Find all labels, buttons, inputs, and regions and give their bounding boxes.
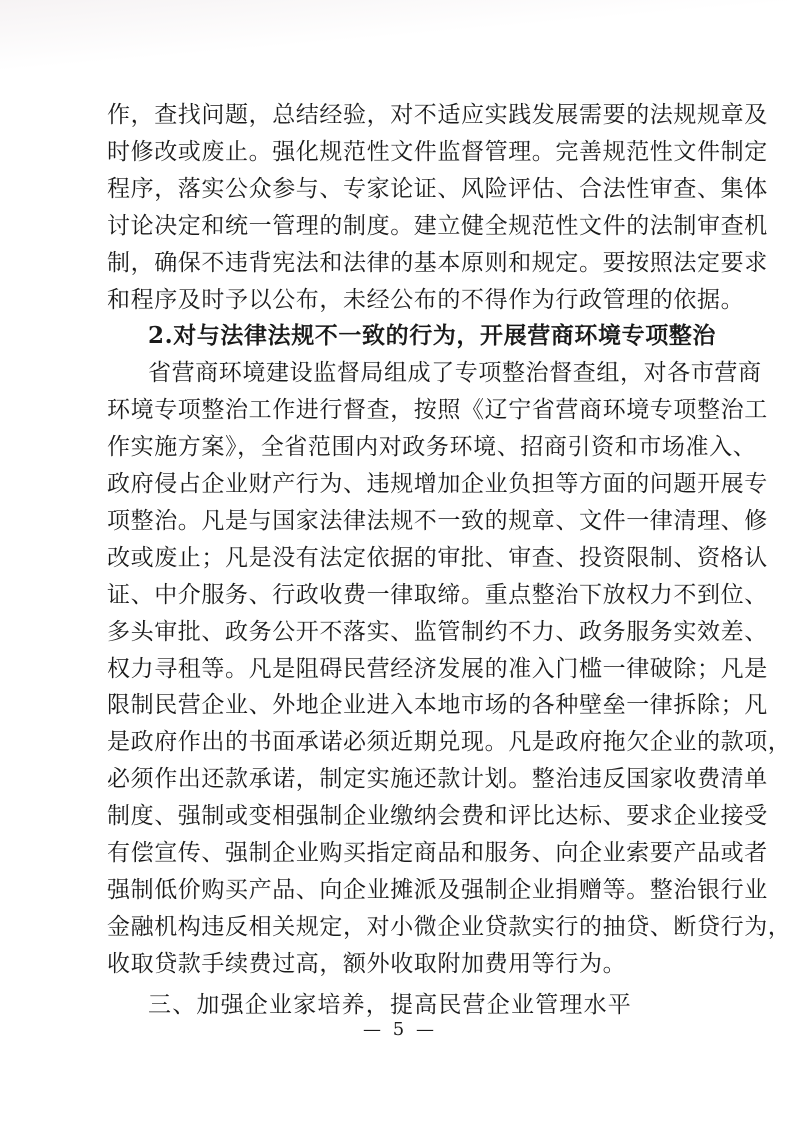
section-heading: 三、加强企业家培养，提高民营企业管理水平	[148, 991, 632, 1018]
text-line: 环境专项整治工作进行督查，按照《辽宁省营商环境专项整治工	[107, 397, 768, 424]
page-number: — 5 —	[363, 1019, 437, 1040]
text-line: 政府侵占企业财产行为、违规增加企业负担等方面的问题开展专	[107, 471, 768, 497]
subsection-heading: 2.对与法律法规不一致的行为，开展营商环境专项整治	[148, 322, 717, 350]
text-line: 证、中介服务、行政收费一律取缔。重点整治下放权力不到位、	[107, 581, 768, 608]
text-line: 时修改或废止。强化规范性文件监督管理。完善规范性文件制定	[107, 138, 768, 165]
text-line: 必须作出还款承诺，制定实施还款计划。整治违反国家收费清单	[107, 766, 768, 793]
text-line: 金融机构违反相关规定，对小微企业贷款实行的抽贷、断贷行为，	[107, 913, 792, 940]
text-line: 权力寻租等。凡是阻碍民营经济发展的准入门槛一律破除；凡是	[107, 655, 768, 682]
text-line: 改或废止；凡是没有法定依据的审批、审查、投资限制、资格认	[107, 544, 768, 571]
text-line: 限制民营企业、外地企业进入本地市场的各种壁垒一律拆除；凡	[107, 692, 768, 719]
text-line: 讨论决定和统一管理的制度。建立健全规范性文件的法制审查机	[107, 212, 768, 239]
text-line: 是政府作出的书面承诺必须近期兑现。凡是政府拖欠企业的款项，	[107, 729, 792, 756]
text-line: 和程序及时予以公布，未经公布的不得作为行政管理的依据。	[107, 286, 745, 313]
text-line: 程序，落实公众参与、专家论证、风险评估、合法性审查、集体	[107, 175, 768, 202]
text-line: 收取贷款手续费过高，额外收取附加费用等行为。	[107, 950, 627, 977]
text-line: 多头审批、政务公开不落实、监管制约不力、政务服务实效差、	[107, 618, 768, 645]
text-line: 项整治。凡是与国家法律法规不一致的规章、文件一律清理、修	[107, 507, 768, 534]
text-line: 有偿宣传、强制企业购买指定商品和服务、向企业索要产品或者	[107, 840, 768, 866]
text-line: 强制低价购买产品、向企业摊派及强制企业捐赠等。整治银行业	[107, 876, 768, 903]
text-line: 作，查找问题，总结经验，对不适应实践发展需要的法规规章及	[107, 102, 768, 128]
text-line: 省营商环境建设监督局组成了专项整治督查组，对各市营商	[148, 360, 762, 387]
text-line: 制度、强制或变相强制企业缴纳会费和评比达标、要求企业接受	[107, 803, 768, 830]
text-line: 作实施方案》，全省范围内对政务环境、招商引资和市场准入、	[107, 434, 757, 461]
text-line: 制，确保不违背宪法和法律的基本原则和规定。要按照法定要求	[107, 249, 768, 276]
